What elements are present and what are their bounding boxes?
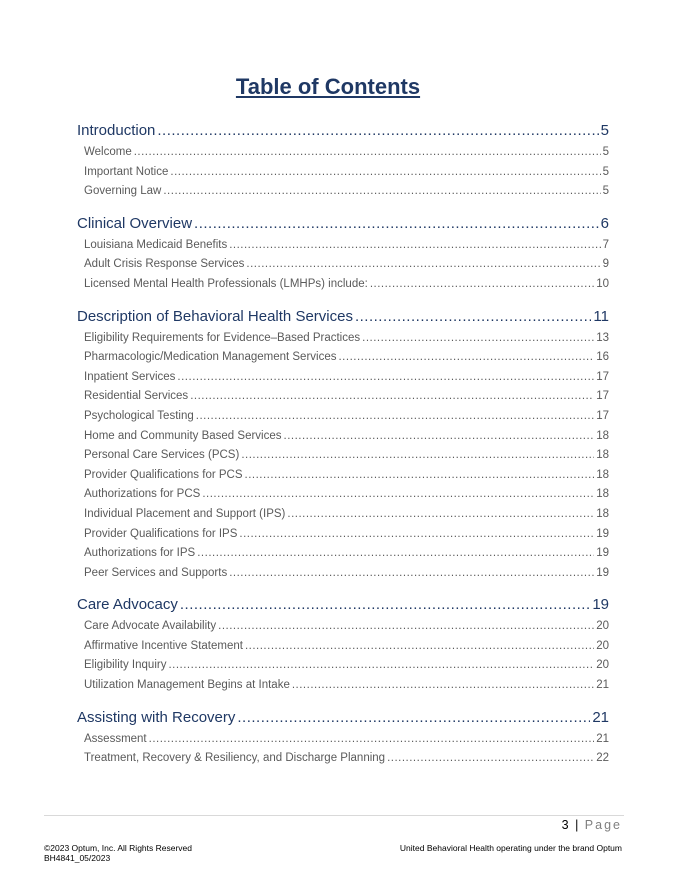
dot-leader bbox=[355, 304, 591, 329]
toc-entry[interactable] bbox=[77, 617, 609, 637]
toc-entry[interactable] bbox=[77, 407, 609, 427]
toc-page-number: 20 bbox=[596, 620, 609, 633]
page-title: Table of Contents bbox=[235, 74, 421, 99]
toc-entry[interactable] bbox=[77, 564, 609, 584]
toc-entry-label: Home and Community Based Services bbox=[84, 429, 282, 442]
dot-leader bbox=[168, 656, 594, 676]
toc-entry-label: Licensed Mental Health Professionals (LMHPs) include: bbox=[84, 277, 368, 290]
toc-heading-label: Assisting with Recovery bbox=[77, 708, 236, 726]
dot-leader bbox=[218, 617, 594, 637]
toc-entry[interactable] bbox=[77, 485, 609, 505]
toc-entry[interactable] bbox=[77, 676, 609, 696]
toc-page-number: 22 bbox=[596, 752, 609, 765]
toc-entry[interactable] bbox=[77, 505, 609, 525]
toc-entry[interactable] bbox=[77, 749, 609, 769]
toc-entry[interactable] bbox=[77, 163, 609, 183]
toc-entry[interactable] bbox=[77, 637, 609, 657]
toc-entry-label: Care Advocate Availability bbox=[84, 620, 217, 633]
toc-page-number: 11 bbox=[593, 307, 609, 325]
toc-heading-label: Clinical Overview bbox=[77, 214, 193, 232]
dot-leader bbox=[237, 705, 590, 730]
toc-heading[interactable] bbox=[77, 118, 609, 143]
dot-leader bbox=[239, 525, 594, 545]
dot-leader bbox=[190, 387, 594, 407]
toc-page-number: 6 bbox=[600, 214, 609, 232]
toc-page-number: 10 bbox=[596, 277, 609, 290]
dot-leader bbox=[370, 275, 594, 295]
dot-leader bbox=[246, 255, 600, 275]
toc-page-number: 16 bbox=[596, 351, 609, 364]
toc-page-number: 5 bbox=[602, 165, 609, 178]
toc-entry-label: Eligibility Requirements for Evidence–Based Practices bbox=[84, 331, 361, 344]
toc-entry-label: Personal Care Services (PCS) bbox=[84, 449, 240, 462]
toc-heading[interactable] bbox=[77, 705, 609, 730]
toc-page-number: 18 bbox=[596, 468, 609, 481]
toc-entry-label: Inpatient Services bbox=[84, 370, 176, 383]
toc-entry-label: Affirmative Incentive Statement bbox=[84, 639, 243, 652]
toc-entry[interactable] bbox=[77, 255, 609, 275]
dot-leader bbox=[284, 427, 595, 447]
dot-leader bbox=[245, 637, 594, 657]
toc-page-number: 19 bbox=[596, 527, 609, 540]
toc-entry-label: Individual Placement and Support (IPS) bbox=[84, 507, 286, 520]
toc-page-number: 20 bbox=[596, 639, 609, 652]
toc-page-number: 9 bbox=[602, 258, 609, 271]
toc-entry[interactable] bbox=[77, 329, 609, 349]
toc-heading-label: Introduction bbox=[77, 122, 156, 139]
toc-page-number: 5 bbox=[600, 122, 609, 139]
dot-leader bbox=[194, 211, 599, 236]
toc-entry-label: Louisiana Medicaid Benefits bbox=[84, 238, 228, 251]
dot-leader bbox=[292, 676, 594, 696]
dot-leader bbox=[387, 749, 594, 769]
toc-entry[interactable] bbox=[77, 236, 609, 256]
toc-entry[interactable] bbox=[77, 466, 609, 486]
toc-entry-label: Governing Law bbox=[84, 185, 162, 198]
toc-entry-label: Welcome bbox=[84, 146, 132, 158]
dot-leader bbox=[157, 118, 598, 143]
toc-heading[interactable] bbox=[77, 211, 609, 236]
dot-leader bbox=[177, 368, 594, 388]
dot-leader bbox=[229, 236, 600, 256]
dot-leader bbox=[245, 466, 595, 486]
toc-entry[interactable] bbox=[77, 275, 609, 295]
toc-page-number: 7 bbox=[602, 238, 609, 251]
toc-entry-label: Eligibility Inquiry bbox=[84, 659, 167, 672]
dot-leader bbox=[241, 446, 594, 466]
page-number: 3 bbox=[561, 818, 569, 832]
toc-entry-label: Psychological Testing bbox=[84, 409, 194, 422]
toc-entry[interactable] bbox=[77, 182, 609, 202]
dot-leader bbox=[163, 182, 600, 202]
toc-entry[interactable] bbox=[77, 730, 609, 750]
toc-entry[interactable] bbox=[77, 427, 609, 447]
copyright-text: ©2023 Optum, Inc. All Rights Reserved bbox=[44, 843, 192, 853]
toc-page-number: 18 bbox=[596, 488, 609, 501]
toc-entry[interactable] bbox=[77, 143, 609, 163]
dot-leader bbox=[362, 329, 594, 349]
toc-page-number: 19 bbox=[592, 596, 609, 614]
toc-entry-label: Provider Qualifications for IPS bbox=[84, 527, 238, 540]
toc-heading-label: Care Advocacy bbox=[77, 596, 178, 614]
toc-entry-label: Utilization Management Begins at Intake bbox=[84, 679, 290, 692]
toc-entry-label: Pharmacologic/Medication Management Services bbox=[84, 351, 337, 364]
dot-leader bbox=[170, 163, 600, 183]
page-word: Page bbox=[584, 818, 622, 832]
toc-entry-label: Authorizations for PCS bbox=[84, 488, 201, 501]
page-number-indicator bbox=[562, 818, 622, 832]
toc-entry-label: Provider Qualifications for PCS bbox=[84, 468, 243, 481]
toc-heading[interactable] bbox=[77, 592, 609, 617]
toc-page-number: 21 bbox=[596, 679, 609, 692]
dot-leader bbox=[229, 564, 594, 584]
toc-page-number: 17 bbox=[596, 370, 609, 383]
toc-entry-label: Peer Services and Supports bbox=[84, 566, 228, 579]
toc-section-introduction bbox=[77, 118, 609, 202]
toc-page-number: 18 bbox=[596, 449, 609, 462]
toc-entry-label: Treatment, Recovery & Resiliency, and Discharge Planning bbox=[84, 752, 386, 765]
toc-page-number: 17 bbox=[596, 390, 609, 403]
toc-entry-label: Important Notice bbox=[84, 165, 169, 178]
toc-entry-label: Authorizations for IPS bbox=[84, 547, 196, 560]
toc-heading-label: Description of Behavioral Health Services bbox=[77, 307, 353, 325]
toc-entry-label: Adult Crisis Response Services bbox=[84, 258, 245, 271]
toc-page-number: 21 bbox=[596, 732, 609, 745]
dot-leader bbox=[197, 544, 594, 564]
toc-page-number: 21 bbox=[592, 708, 609, 726]
dot-leader bbox=[180, 592, 590, 617]
toc-section-behavioral-health-services bbox=[77, 304, 609, 584]
dot-leader bbox=[287, 505, 594, 525]
dot-leader bbox=[149, 730, 595, 750]
toc-page-number: 19 bbox=[596, 547, 609, 560]
toc-entry[interactable] bbox=[77, 368, 609, 388]
toc-page-number: 5 bbox=[602, 185, 609, 198]
toc-page-number: 18 bbox=[596, 507, 609, 520]
toc-section-assisting-with-recovery bbox=[77, 705, 609, 769]
toc-page-number: 18 bbox=[596, 429, 609, 442]
toc-section-clinical-overview bbox=[77, 211, 609, 295]
toc-entry-label: Residential Services bbox=[84, 390, 189, 403]
dot-leader bbox=[338, 348, 594, 368]
toc-page-number: 17 bbox=[596, 409, 609, 422]
toc-entry[interactable] bbox=[77, 348, 609, 368]
table-of-contents bbox=[77, 118, 609, 778]
toc-page-number: 13 bbox=[596, 331, 609, 344]
footer-divider bbox=[44, 815, 624, 816]
footer-copyright-block bbox=[44, 843, 192, 863]
dot-leader bbox=[134, 143, 601, 163]
toc-entry[interactable] bbox=[77, 525, 609, 545]
toc-section-care-advocacy bbox=[77, 592, 609, 695]
document-code: BH4841_05/2023 bbox=[44, 853, 111, 863]
toc-page-number: 5 bbox=[602, 146, 609, 158]
dot-leader bbox=[202, 485, 594, 505]
page-separator: | bbox=[575, 818, 579, 832]
toc-page-number: 20 bbox=[596, 659, 609, 672]
toc-entry-label: Assessment bbox=[84, 732, 147, 745]
brand-statement: United Behavioral Health operating under the brand Optum bbox=[399, 843, 622, 853]
dot-leader bbox=[196, 407, 594, 427]
toc-entry[interactable] bbox=[77, 446, 609, 466]
toc-entry[interactable] bbox=[77, 387, 609, 407]
toc-entry[interactable] bbox=[77, 656, 609, 676]
toc-page-number: 19 bbox=[596, 566, 609, 579]
toc-heading[interactable] bbox=[77, 304, 609, 329]
toc-entry[interactable] bbox=[77, 544, 609, 564]
